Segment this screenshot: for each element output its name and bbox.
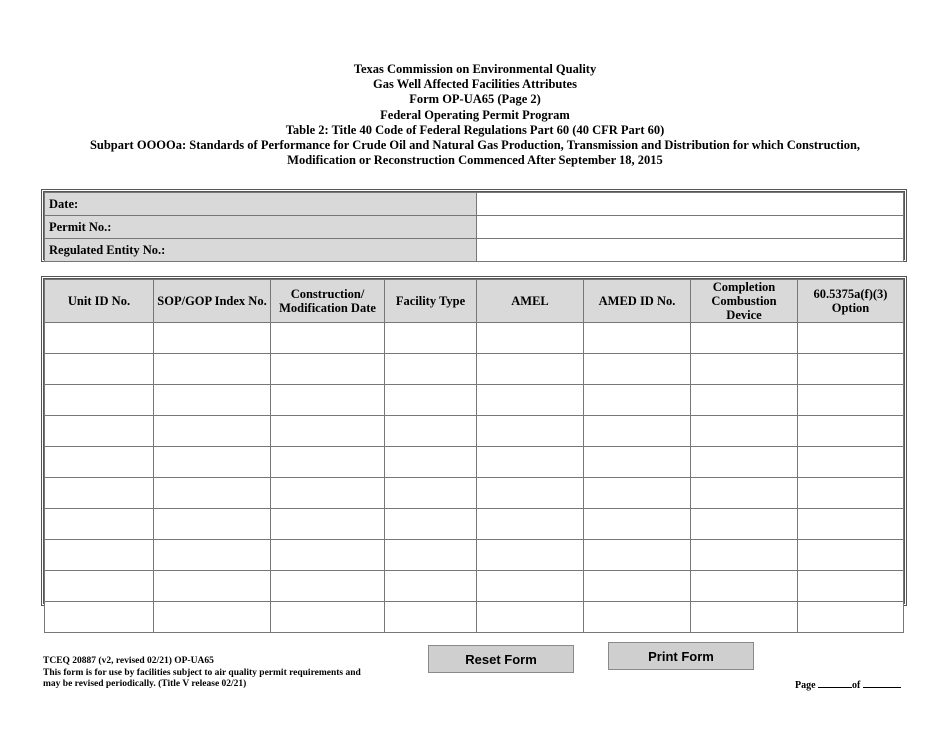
table-cell[interactable]	[45, 354, 154, 385]
table-cell[interactable]	[45, 509, 154, 540]
table-cell[interactable]	[271, 447, 385, 478]
table-cell[interactable]	[584, 571, 691, 602]
col-construction-date: Construction/ Modification Date	[271, 280, 385, 323]
table-cell[interactable]	[584, 540, 691, 571]
table-cell[interactable]	[154, 447, 271, 478]
table-cell[interactable]	[691, 478, 798, 509]
table-cell[interactable]	[45, 447, 154, 478]
table-cell[interactable]	[385, 571, 477, 602]
table-cell[interactable]	[154, 385, 271, 416]
table-cell[interactable]	[477, 509, 584, 540]
col-sop-gop-index: SOP/GOP Index No.	[154, 280, 271, 323]
table-header-row	[45, 280, 904, 323]
page-number-field[interactable]	[818, 678, 852, 688]
table-cell[interactable]	[691, 509, 798, 540]
program-title: Federal Operating Permit Program	[380, 107, 570, 122]
table-cell[interactable]	[271, 540, 385, 571]
table-cell[interactable]	[691, 385, 798, 416]
date-label: Date:	[45, 193, 477, 216]
table-cell[interactable]	[271, 602, 385, 633]
table-cell[interactable]	[798, 323, 904, 354]
page-total-field[interactable]	[863, 678, 901, 688]
reset-form-button[interactable]: Reset Form	[428, 645, 574, 673]
table-cell[interactable]	[45, 385, 154, 416]
table-row	[45, 447, 904, 478]
table-cell[interactable]	[385, 354, 477, 385]
table-cell[interactable]	[385, 323, 477, 354]
table-cell[interactable]	[385, 602, 477, 633]
page-label: Page	[795, 680, 816, 691]
permit-no-field[interactable]	[477, 216, 904, 239]
info-table	[44, 192, 904, 262]
table-row	[45, 602, 904, 633]
regulated-entity-field[interactable]	[477, 239, 904, 262]
table-cell[interactable]	[584, 602, 691, 633]
agency-title: Texas Commission on Environmental Quality	[353, 62, 597, 76]
table-cell[interactable]	[798, 385, 904, 416]
page-numbering	[795, 678, 901, 691]
subpart-title-cont: Modification or Reconstruction Commenced After September 18, 2015	[287, 153, 663, 168]
table-cell[interactable]	[271, 509, 385, 540]
table-cell[interactable]	[154, 571, 271, 602]
col-option: 60.5375a(f)(3) Option	[798, 280, 904, 323]
form-subtitle: Gas Well Affected Facilities Attributes	[373, 77, 577, 92]
table-cell[interactable]	[477, 323, 584, 354]
table-cell[interactable]	[477, 478, 584, 509]
of-label: of	[852, 680, 861, 691]
table-title: Table 2: Title 40 Code of Federal Regulations Part 60 (40 CFR Part 60)	[285, 122, 665, 137]
form-header	[0, 62, 950, 168]
table-cell[interactable]	[385, 447, 477, 478]
table-cell[interactable]	[385, 540, 477, 571]
table-cell[interactable]	[584, 478, 691, 509]
table-cell[interactable]	[691, 416, 798, 447]
table-cell[interactable]	[691, 447, 798, 478]
table-cell[interactable]	[477, 447, 584, 478]
table-cell[interactable]	[271, 571, 385, 602]
table-cell[interactable]	[385, 509, 477, 540]
table-cell[interactable]	[798, 478, 904, 509]
table-cell[interactable]	[691, 354, 798, 385]
form-number: Form OP-UA65 (Page 2)	[409, 92, 541, 107]
table-cell[interactable]	[271, 323, 385, 354]
table-body	[45, 323, 904, 633]
table-cell[interactable]	[798, 354, 904, 385]
regulated-entity-label: Regulated Entity No.:	[45, 239, 477, 262]
attributes-section	[41, 276, 907, 606]
table-row	[45, 478, 904, 509]
table-cell[interactable]	[584, 447, 691, 478]
table-cell[interactable]	[798, 602, 904, 633]
table-cell[interactable]	[691, 602, 798, 633]
info-section	[41, 189, 907, 262]
table-cell[interactable]	[45, 602, 154, 633]
table-cell[interactable]	[271, 416, 385, 447]
table-row	[45, 509, 904, 540]
table-cell[interactable]	[691, 540, 798, 571]
table-cell[interactable]	[798, 509, 904, 540]
col-amed-id: AMED ID No.	[584, 280, 691, 323]
table-cell[interactable]	[45, 540, 154, 571]
table-cell[interactable]	[154, 540, 271, 571]
table-cell[interactable]	[798, 540, 904, 571]
table-cell[interactable]	[477, 540, 584, 571]
col-completion-combustion-device: Completion Combustion Device	[691, 280, 798, 323]
table-row	[45, 571, 904, 602]
permit-no-label: Permit No.:	[45, 216, 477, 239]
form-notice: This form is for use by facilities subject to air quality permit requirements and	[43, 667, 361, 678]
form-revision: TCEQ 20887 (v2, revised 02/21) OP-UA65	[43, 656, 214, 666]
table-cell[interactable]	[154, 416, 271, 447]
table-cell[interactable]	[691, 571, 798, 602]
table-cell[interactable]	[584, 416, 691, 447]
table-cell[interactable]	[798, 416, 904, 447]
table-row	[45, 385, 904, 416]
table-cell[interactable]	[477, 416, 584, 447]
table-row	[45, 416, 904, 447]
table-cell[interactable]	[154, 602, 271, 633]
table-cell[interactable]	[154, 354, 271, 385]
col-facility-type: Facility Type	[385, 280, 477, 323]
table-cell[interactable]	[271, 478, 385, 509]
table-cell[interactable]	[584, 509, 691, 540]
table-row	[45, 540, 904, 571]
table-cell[interactable]	[584, 385, 691, 416]
table-cell[interactable]	[477, 385, 584, 416]
table-cell[interactable]	[691, 323, 798, 354]
form-footer	[43, 656, 361, 691]
table-row	[45, 323, 904, 354]
col-unit-id: Unit ID No.	[45, 280, 154, 323]
table-cell[interactable]	[477, 354, 584, 385]
attributes-table	[44, 279, 904, 633]
table-cell[interactable]	[798, 571, 904, 602]
table-cell[interactable]	[385, 385, 477, 416]
table-cell[interactable]	[477, 602, 584, 633]
table-cell[interactable]	[45, 571, 154, 602]
subpart-title: Subpart OOOOa: Standards of Performance for Crude Oil and Natural Gas Production, Transmission and Distribution for which Construction,	[89, 138, 861, 153]
table-cell[interactable]	[584, 323, 691, 354]
table-cell[interactable]	[45, 323, 154, 354]
table-cell[interactable]	[271, 385, 385, 416]
table-cell[interactable]	[45, 478, 154, 509]
date-field[interactable]	[477, 193, 904, 216]
col-amel: AMEL	[477, 280, 584, 323]
table-cell[interactable]	[477, 571, 584, 602]
print-form-button[interactable]: Print Form	[608, 642, 754, 670]
table-cell[interactable]	[271, 354, 385, 385]
table-cell[interactable]	[154, 509, 271, 540]
table-cell[interactable]	[385, 478, 477, 509]
table-cell[interactable]	[154, 323, 271, 354]
table-cell[interactable]	[798, 447, 904, 478]
table-cell[interactable]	[154, 478, 271, 509]
table-cell[interactable]	[584, 354, 691, 385]
table-cell[interactable]	[385, 416, 477, 447]
table-row	[45, 354, 904, 385]
form-notice-cont: may be revised periodically. (Title V release 02/21)	[43, 679, 247, 689]
table-cell[interactable]	[45, 416, 154, 447]
